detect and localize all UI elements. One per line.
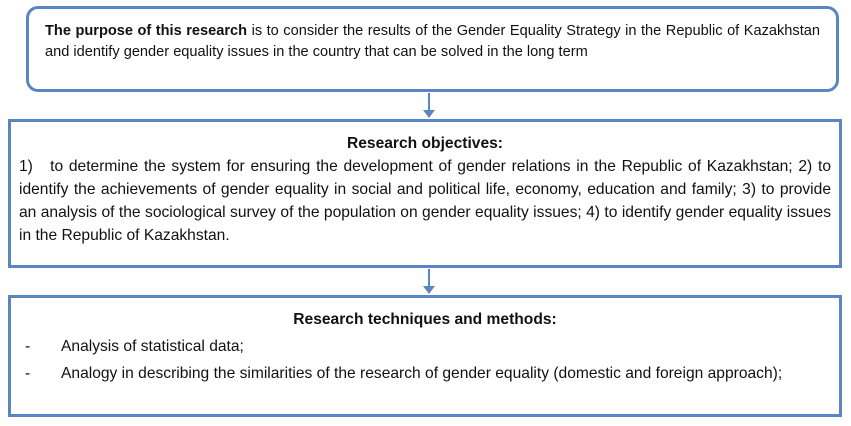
arrow-down-2 [423,269,435,294]
methods-list [19,335,831,385]
list-item [19,335,831,358]
methods-box [8,295,842,417]
arrow-down-1 [423,93,435,118]
list-item-text: Analysis of statistical data; [61,338,244,355]
purpose-lead: The purpose of this research [45,23,248,39]
objectives-title: Research objectives: [346,135,503,152]
dash-bullet: - [25,338,31,355]
dash-bullet: - [25,365,31,382]
objectives-text: 1) to determine the system for ensuring the development of gender relations in the Republic of Kazakhstan; 2) to identify the achievements of gender equality in social and political life, economy, education and family; 3) to provide an analysis of the sociological survey of the population on gender equality issues; 4) to identify gender equality issues in the Republic of Kazakhstan. [19,158,831,244]
objectives-box [8,119,842,268]
purpose-box [26,6,839,92]
methods-title: Research techniques and methods: [293,311,557,328]
list-item-text: Analogy in describing the similarities of the research of gender equality (domestic and foreign approach); [61,365,783,382]
list-item [19,362,831,385]
purpose-text: is to consider the results of the Gender Equality Strategy in the Republic of Kazakhstan and identify gender equality issues in the country that can be solved in the long term [45,23,820,60]
